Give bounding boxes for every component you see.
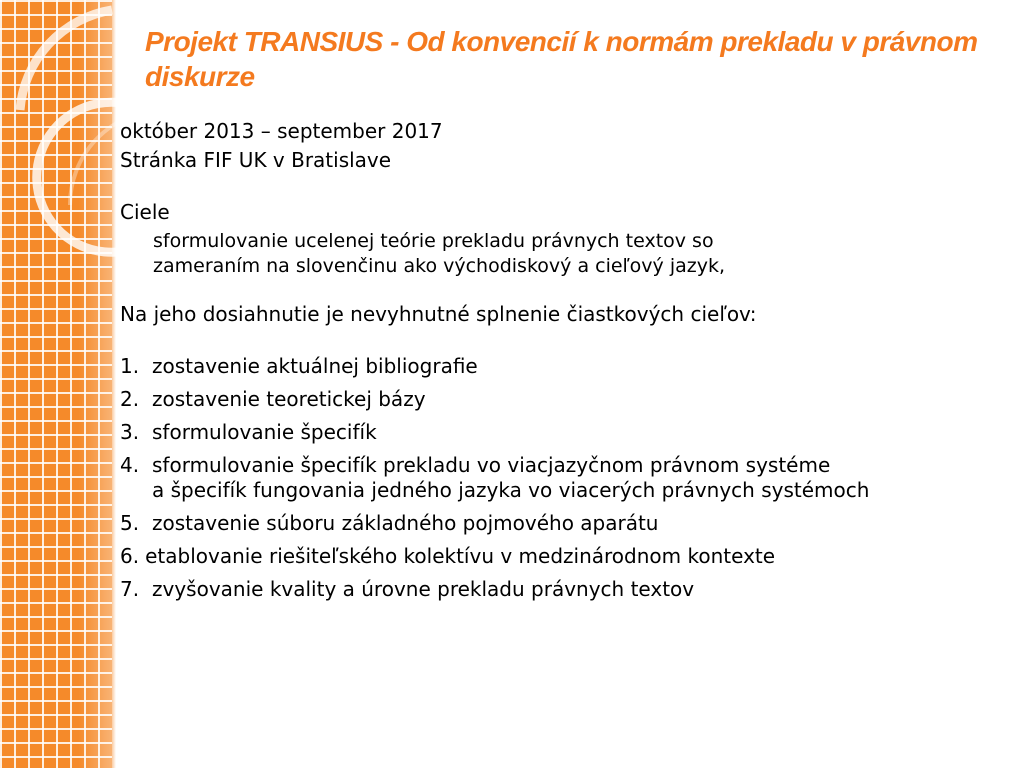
subgoals-intro: Na jeho dosiahnutie je nevyhnutné splnenie čiastkových cieľov: <box>120 302 757 326</box>
slide-content <box>120 118 1000 606</box>
list-item-text: zvyšovanie kvality a úrovne prekladu právnych textov <box>152 577 695 601</box>
list-item <box>120 416 1000 449</box>
list-item-number: 3. <box>120 420 140 444</box>
subgoals-list <box>120 350 1000 606</box>
list-item <box>120 573 1000 606</box>
list-item-number: 4. <box>120 453 140 477</box>
list-item-number: 6. <box>120 544 140 568</box>
list-item-number: 2. <box>120 387 140 411</box>
list-item <box>120 350 1000 383</box>
list-item-text: sformulovanie špecifík prekladu vo viacjazyčnom právnom systéme <box>152 453 831 477</box>
list-item <box>120 540 1000 573</box>
slide-title: Projekt TRANSIUS - Od konvencií k normám prekladu v právnom diskurze <box>145 26 978 92</box>
list-item-text: zostavenie teoretickej bázy <box>152 387 426 411</box>
list-item-text-continued: a špecifík fungovania jedného jazyka vo viacerých právnych systémoch <box>152 478 870 502</box>
list-item-number: 7. <box>120 577 140 601</box>
goals-text-line-2: zameraním na slovenčinu ako východiskový a cieľový jazyk, <box>153 255 725 277</box>
goals-text-line-1: sformulovanie ucelenej teórie prekladu právnych textov so <box>153 230 714 252</box>
list-item <box>120 383 1000 416</box>
goals-heading: Ciele <box>120 200 170 224</box>
list-item-text: sformulovanie špecifík <box>152 420 377 444</box>
project-site: Stránka FIF UK v Bratislave <box>120 148 392 172</box>
list-item-text: zostavenie súboru základného pojmového aparátu <box>152 511 659 535</box>
goals-text <box>120 229 1000 279</box>
list-item-text: zostavenie aktuálnej bibliografie <box>152 354 478 378</box>
list-item-number: 1. <box>120 354 140 378</box>
list-item <box>120 449 1000 507</box>
date-range: október 2013 – september 2017 <box>120 119 443 143</box>
list-item-text: etablovanie riešiteľského kolektívu v medzinárodnom kontexte <box>145 544 776 568</box>
list-item <box>120 507 1000 540</box>
list-item-number: 5. <box>120 511 140 535</box>
